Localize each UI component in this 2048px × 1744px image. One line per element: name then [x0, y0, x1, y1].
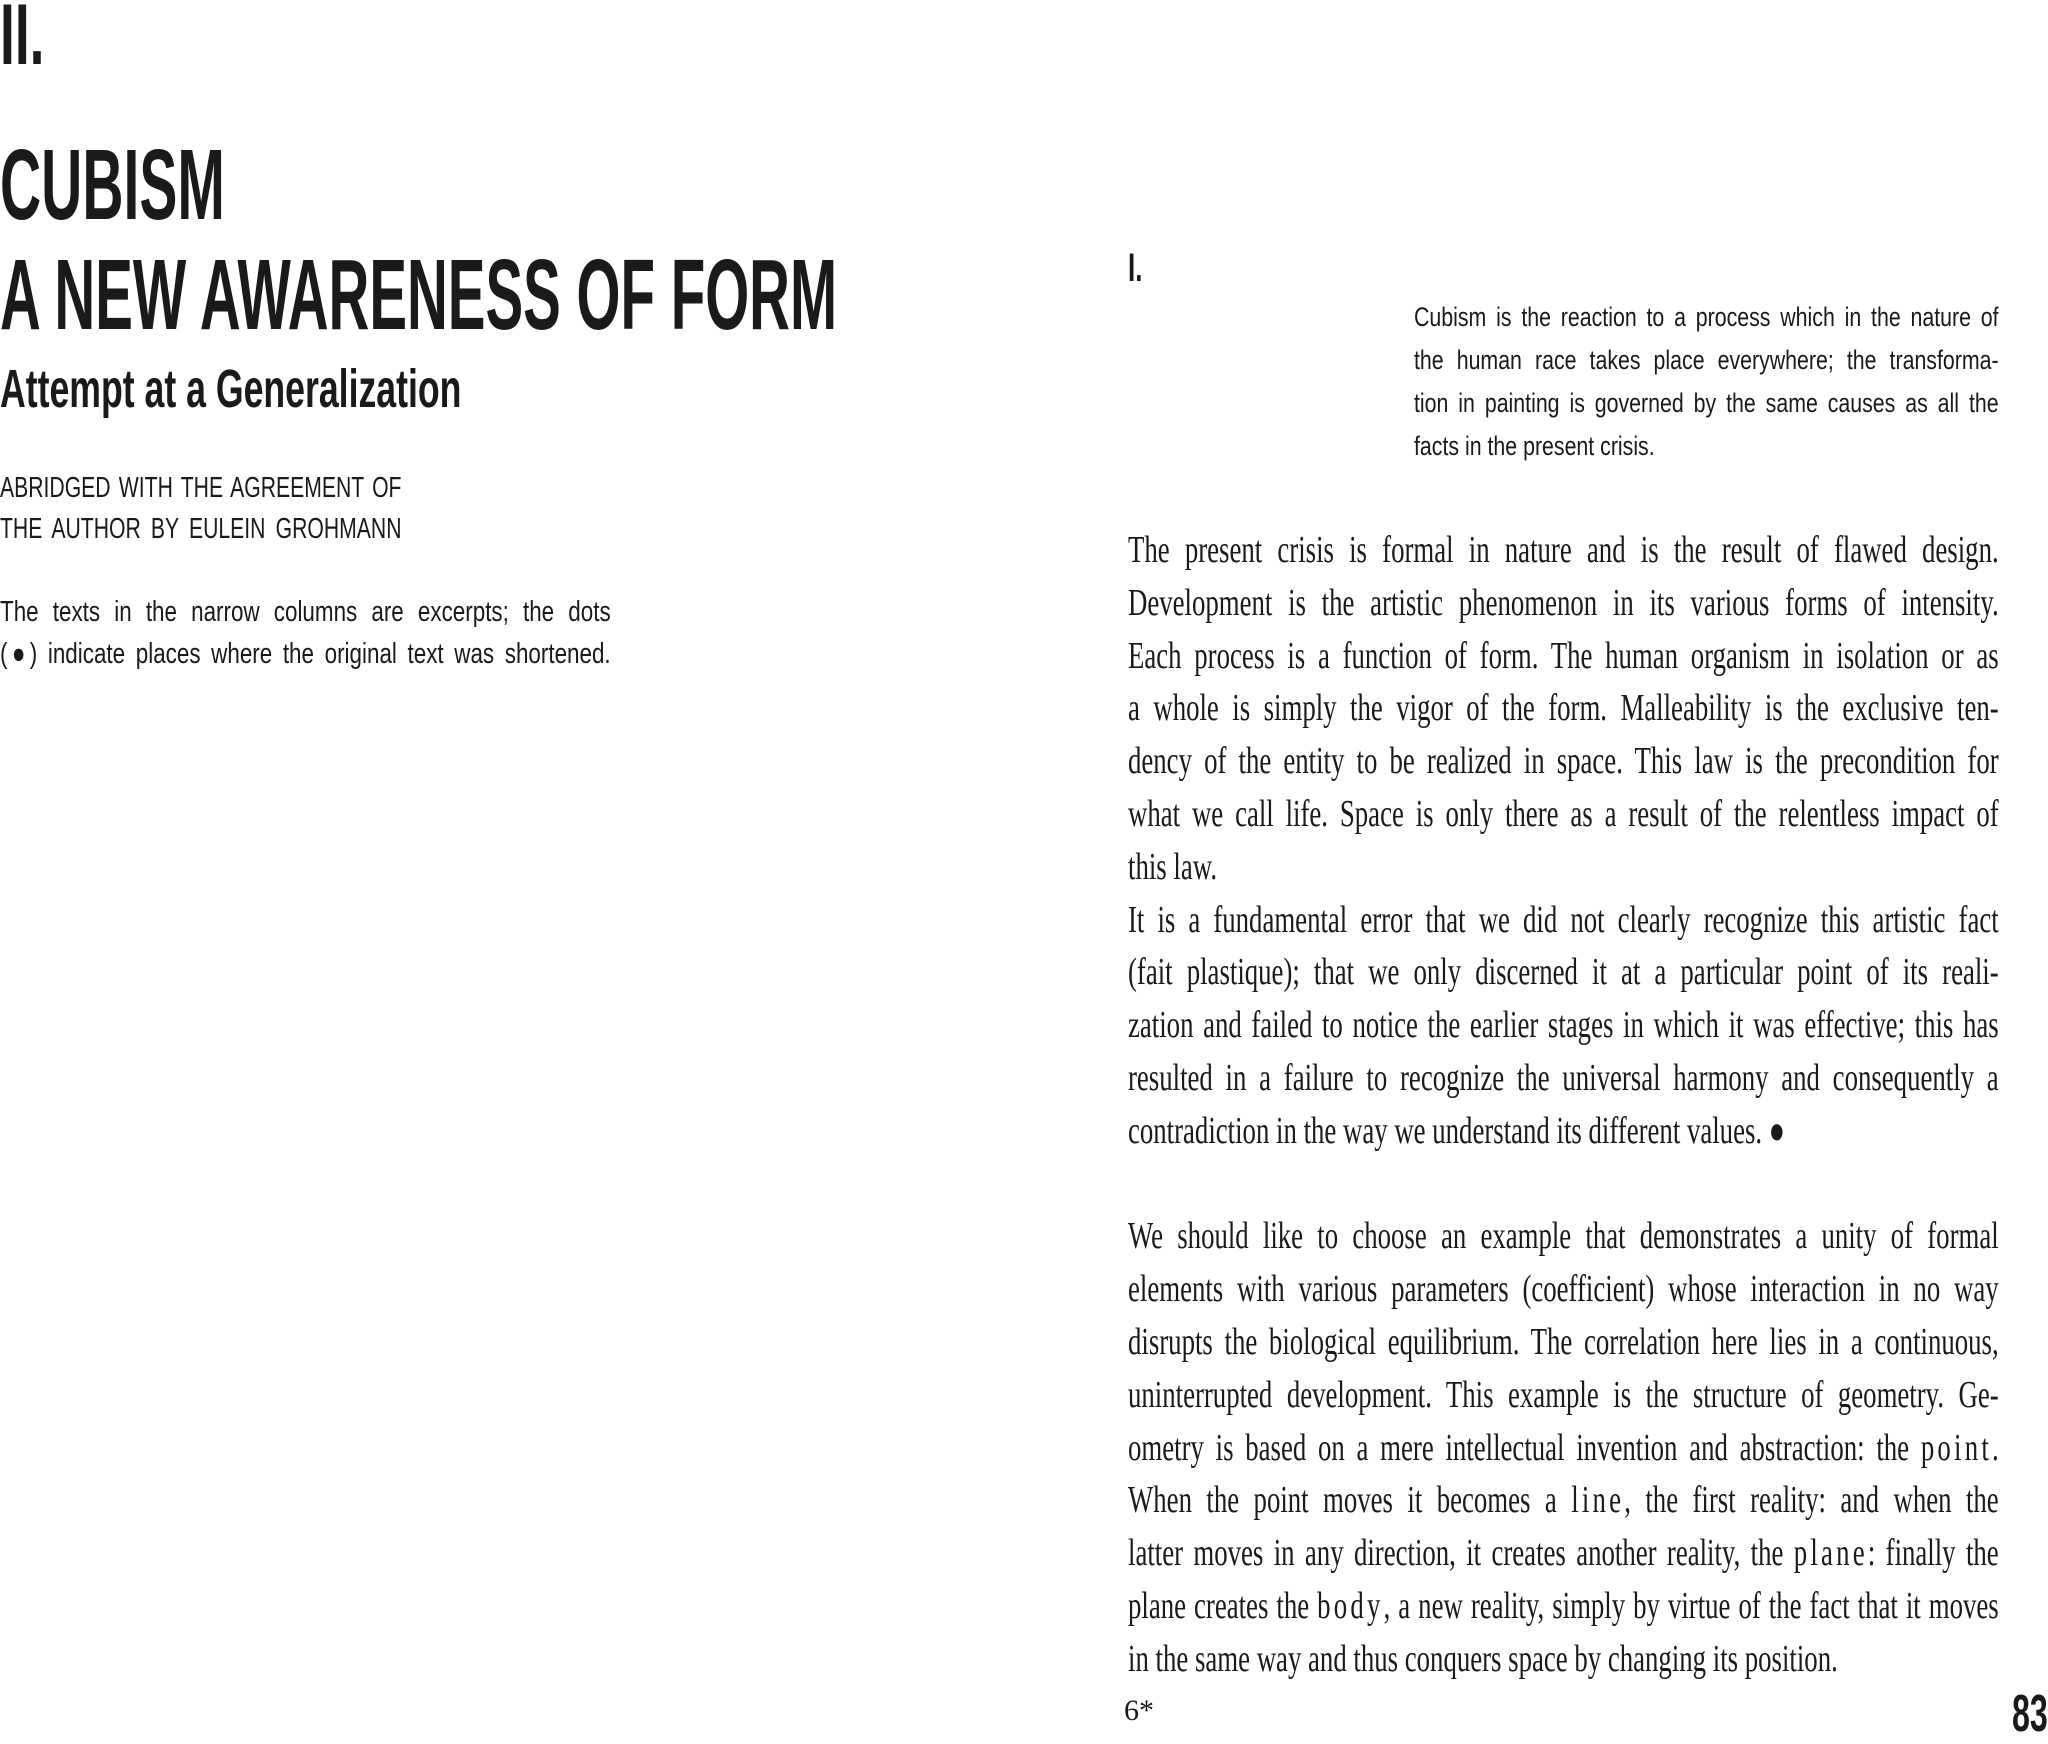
excerpt-line: facts in the present crisis. [1414, 431, 1655, 461]
body-line: (fait plastique); that we only discerned it at a particular point of its reali- [1128, 951, 1999, 994]
body-line: what we call life. Space is only there as a result of the relentless impact of [1128, 792, 1999, 835]
body-line [1128, 1158, 1999, 1211]
title-line-2 [0, 240, 1482, 350]
body-line: a whole is simply the vigor of the form. Malleability is the exclusive ten- [1128, 687, 1999, 730]
chapter-number [0, 0, 72, 85]
text-segment: latter moves in any direction, it creates another reality, the [1128, 1532, 1794, 1575]
body-line: disrupts the biological equilibrium. The correlation here lies in a continuous, [1128, 1320, 1999, 1363]
body-text [1128, 524, 2048, 1686]
body-line: We should like to choose an example that demonstrates a unity of formal [1128, 1215, 1999, 1258]
text-segment: , a new reality, simply by virtue of the fact that it moves [1383, 1584, 1999, 1627]
title-text: CUBISM [0, 129, 225, 241]
emphasized-term: body [1317, 1584, 1384, 1627]
body-line: uninterrupted development. This example is the structure of geometry. Ge- [1128, 1373, 1999, 1416]
title-line-1 [0, 130, 394, 240]
excerpt-column [1414, 296, 2048, 468]
body-line: Each process is a function of form. The human organism in isolation or as [1128, 634, 1999, 677]
body-line: dency of the entity to be realized in space. This law is the precondition for [1128, 740, 1999, 783]
credit-line: THE AUTHOR BY EULEIN GROHMANN [0, 513, 402, 545]
excerpt-line: the human race takes place everywhere; the transforma- [1414, 345, 1999, 375]
credit-block [0, 468, 550, 550]
page-number-text: 83 [2012, 1685, 2048, 1743]
body-line: The present crisis is formal in nature and is the result of flawed design. [1128, 529, 1999, 571]
section-number-text: I. [1128, 246, 1143, 290]
section-number [1128, 246, 1150, 291]
body-line [1128, 1422, 1999, 1475]
body-line: zation and failed to notice the earlier stages in which it was effective; this has [1128, 1004, 1999, 1047]
note-line: (●) indicate places where the original text was shortened. [0, 638, 611, 670]
note-line: The texts in the narrow columns are excerpts; the dots [0, 596, 611, 628]
body-line: Development is the artistic phenomenon in its various forms of intensity. [1128, 581, 1999, 624]
body-line [1128, 1580, 1999, 1633]
subtitle [0, 357, 699, 421]
subtitle-text: Attempt at a Generalization [0, 359, 462, 419]
body-line [1128, 1474, 1999, 1527]
emphasized-term: line [1571, 1479, 1625, 1522]
body-line: this law. [1128, 845, 1218, 888]
text-segment: , the first reality: and when the [1624, 1479, 1999, 1522]
excerpt-line: tion in painting is governed by the same causes as all the [1414, 388, 1999, 418]
body-line [1128, 1527, 1999, 1580]
text-segment: When the point moves it becomes a [1128, 1479, 1572, 1522]
text-segment: . [1991, 1426, 1999, 1469]
body-line: contradiction in the way we understand its different values. ● [1128, 1109, 1785, 1152]
body-line: elements with various parameters (coefficient) whose interaction in no way [1128, 1268, 1999, 1311]
page-number [1990, 1684, 2048, 1744]
text-segment: : finally the [1867, 1532, 1999, 1575]
credit-line: ABRIDGED WITH THE AGREEMENT OF [0, 472, 402, 504]
text-segment: plane creates the [1128, 1584, 1318, 1627]
text-segment: ometry is based on a mere intellectual invention and abstraction: the [1128, 1426, 1921, 1469]
note-block [0, 591, 790, 675]
emphasized-term: plane [1793, 1532, 1868, 1575]
excerpt-line: Cubism is the reaction to a process which in the nature of [1414, 302, 1999, 332]
title-text: A NEW AWARENESS OF FORM [0, 239, 838, 351]
signature-mark: 6* [1124, 1694, 1154, 1727]
chapter-number-text: II. [0, 0, 45, 83]
body-line: in the same way and thus conquers space by changing its position. [1128, 1637, 1838, 1680]
body-line: It is a fundamental error that we did not clearly recognize this artistic fact [1128, 898, 1999, 941]
body-line: resulted in a failure to recognize the universal harmony and consequently a [1128, 1056, 1999, 1099]
emphasized-term: point [1920, 1426, 1992, 1469]
